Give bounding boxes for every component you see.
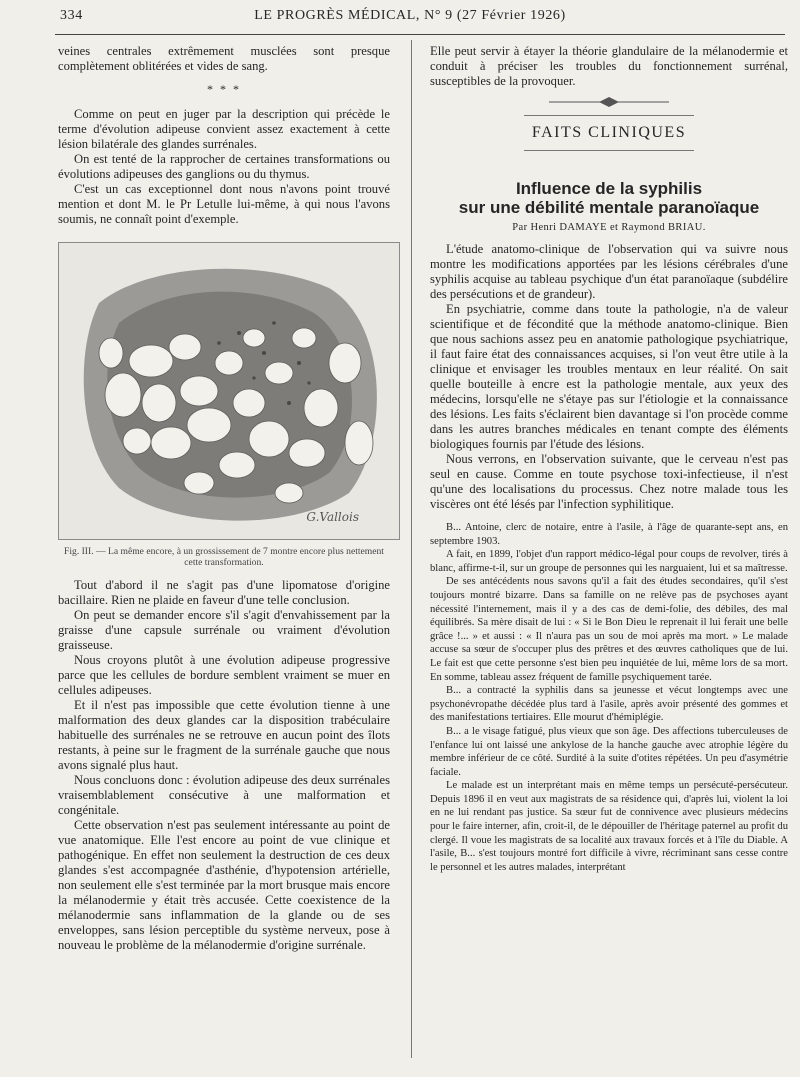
artist-signature: G.Vallois <box>306 510 359 524</box>
article-title <box>430 179 788 217</box>
page-number: 334 <box>60 8 83 23</box>
asterism: * * * <box>207 82 241 96</box>
paragraph: Comme on peut en juger par la description qui précède le terme d'évolution adipeuse convient assez exactement à cette lésion bilatérale des glandes surrénales. <box>58 107 390 151</box>
paragraph: On peut se demander encore s'il s'agit d'envahissement par la graisse d'une capsule surrénale ou vraiment d'évolution graisseuse. <box>58 608 390 652</box>
section-title: FAITS CLINIQUES <box>524 115 694 151</box>
paragraph: Elle peut servir à étayer la théorie glandulaire de la mélanodermie et conduit à préciser les troubles du fonctionnement surrénal, susceptibles de la provoquer. <box>430 44 788 88</box>
case-paragraph: Le malade est un interprétant mais en même temps un persécuté-persécuteur. Depuis 1896 il en veut aux magistrats de sa résidence qui, d'après lui, violent la loi en ne lui rendant pas justice. Sa sœur fut de connivence avec plusieurs médecins pour le faire interner, afin, croit-il, de le dépouiller de l'héritage paternel au profit du clergé. Il voue les magistrats de sa localité aux travaux forcés et à l'île du Diable. A l'asile, B... s'est toujours montré fort difficile à vivre, récriminant sans cesse contre le personnel et les autres malades, interprétant <box>430 780 788 873</box>
paragraph: C'est un cas exceptionnel dont nous n'avons point trouvé mention et dont M. le Pr Letulle lui-même, à qui nous l'avons soumis, ne connaît point d'exemple. <box>58 182 390 226</box>
ornament-divider <box>430 95 788 109</box>
case-paragraph: B... Antoine, clerc de notaire, entre à l'asile, à l'âge de quarante-sept ans, en septembre 1903. <box>430 522 788 547</box>
paragraph: On est tenté de la rapprocher de certaines transformations ou évolutions adipeuses des ganglions ou du thymus. <box>58 152 390 181</box>
histology-figure <box>58 242 400 540</box>
article-title-line: Influence de la syphilis <box>515 179 703 198</box>
left-column <box>58 44 390 953</box>
byline: Par Henri DAMAYE et Raymond BRIAU. <box>512 222 706 233</box>
column-divider <box>411 40 412 1058</box>
paragraph: Tout d'abord il ne s'agit pas d'une lipomatose d'origine bacillaire. Rien ne plaide en faveur d'une telle conclusion. <box>58 578 390 607</box>
paragraph: Nous verrons, en l'observation suivante, que le cerveau n'est pas seul en cause. Comme en toute psychose toxi-infectieuse, il n'est qu'une des localisations du processus. Chez notre malade tous les viscères ont été lésés par l'infection syphilitique. <box>430 452 788 511</box>
case-paragraph: B... a le visage fatigué, plus vieux que son âge. Des affections tuberculeuses de l'enfance lui ont laissé une ankylose de la hanche gauche avec atrophie légère du membre inférieur de ce côté. Surdité à la suite d'otites répétées. Un peu d'asymétrie faciale. <box>430 725 788 778</box>
paragraph: veines centrales extrêmement musclées sont presque complètement oblitérées et vides de sang. <box>58 44 390 73</box>
page-header <box>60 8 760 26</box>
figure-caption: Fig. III. — La même encore, à un grossissement de 7 montre encore plus nettement cette transformation. <box>64 546 384 568</box>
case-paragraph: A fait, en 1899, l'objet d'un rapport médico-légal pour coups de revolver, tirés à blanc, affirme-t-il, sur un groupe de personnes qui les narguaient, lui et sa maîtresse. <box>430 549 788 574</box>
paragraph: L'étude anatomo-clinique de l'observation qui va suivre nous montre les modifications apportées par les lésions cérébrales d'une syphilis acquise au tableau psychique d'un état paranoïaque (subdélire des persécutions et de grandeur). <box>430 242 788 301</box>
right-column <box>430 44 788 874</box>
fat-cells-drawing <box>59 243 399 539</box>
running-title: LE PROGRÈS MÉDICAL, N° 9 (27 Février 1926) <box>254 8 566 23</box>
paragraph: Et il n'est pas impossible que cette évolution tienne à une malformation des deux glandes car la disposition trabéculaire habituelle des surrénales ne se retrouve en aucun point des îlots restants, à peine sur le fragment de la surrénale gauche que nous avons signalé plus haut. <box>58 698 390 772</box>
article-title-line: sur une débilité mentale paranoïaque <box>458 198 760 217</box>
case-paragraph: B... a contracté la syphilis dans sa jeunesse et vécut longtemps avec une psychonévropathe décédée plus tard à l'asile, après avoir présenté des gommes et des manifestations tertiaires. Elle mourut d'hémiplégie. <box>430 685 788 724</box>
paragraph: Cette observation n'est pas seulement intéressante au point de vue anatomique. Elle l'est encore au point de vue clinique et pathogénique. En effet non seulement la destruction de ces deux glandes s'est accompagnée d'asthénie, d'hypotension artérielle, non seulement elle s'est terminée par la mort brusque mais encore la mélanodermie y était très accusée. Cette coexistence de la mélanodermie sans inflammation de la glande ou de ses enveloppes, sans lésion perceptible du système nerveux, pose à nouveau le problème de la mélanodermie d'origine surrénale. <box>58 818 390 952</box>
paragraph: Nous concluons donc : évolution adipeuse des deux surrénales vraisemblablement consécutive à une malformation et congénitale. <box>58 773 390 817</box>
header-rule <box>55 34 785 35</box>
paragraph: En psychiatrie, comme dans toute la pathologie, n'a de valeur scientifique et de fécondité que la méthode anatomo-clinique. Bien que nous sachions assez peu en anatomie pathologique psychiatrique, il faut faire état des connaissances acquises, si l'on veut être utile à la clinique et envisager les troubles mentaux en leur réalité. On sait quelle bouteille à encre est la pathologie mentale, aux yeux des médecins, lorsqu'elle ne s'étaye pas sur l'étiologie et la connaissance des lésions. Les faits s'éclairent bien davantage si l'on procède comme dans les autres branches médicales en tenant compte des éléments biologiques fournis par l'étude des lésions. <box>430 302 788 451</box>
paragraph: Nous croyons plutôt à une évolution adipeuse progressive parce que les cellules de bordure semblent vraiment se muer en cellules adipeuses. <box>58 653 390 697</box>
case-paragraph: De ses antécédents nous savons qu'il a fait des études secondaires, qu'il s'est toujours montré bizarre. Dans sa famille on ne relève pas de psychoses ayant nécessité l'internement, mais il y a des cas de demi-folie, des débiles, des mal équilibrés. Sa mère disait de lui : « Si le Bon Dieu le reprenait il lui ferait une belle grâce !... » et aussi : « Il n'aura pas un sou de moi après ma mort. » Le malade accuse sa sœur de s'occuper plus des prêtres et des œuvres catholiques que de lui. Le fait est que cette personne s'est bien peu inquiétée de lui, même lors de sa mort. En somme, tableau assez fréquent de famille psychiquement tarée. <box>430 576 788 683</box>
